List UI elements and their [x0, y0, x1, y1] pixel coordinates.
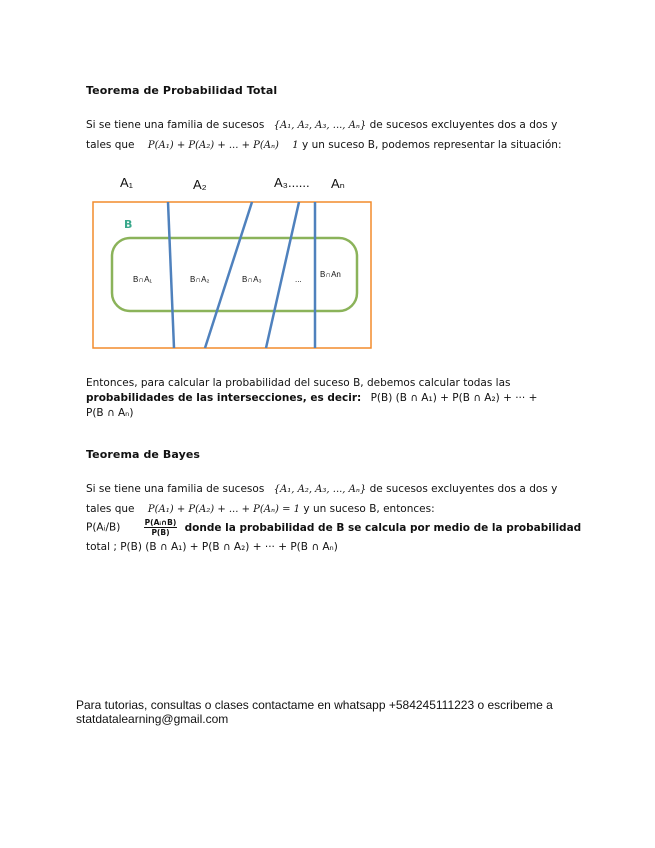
- cell-ellipsis: ...: [295, 275, 302, 284]
- cell-b-a2: B∩A₂: [190, 275, 210, 284]
- bayes-formula-line: [86, 518, 581, 537]
- bayes-fraction-denominator: P(B): [151, 528, 170, 537]
- cell-b-a1: B∩A₁: [133, 275, 153, 284]
- bayes-line1: [86, 483, 557, 495]
- bayes-line1-pre: Si se tiene una familia de sucesos: [86, 483, 265, 495]
- cell-b-a3: B∩A₃: [242, 275, 262, 284]
- venn-partition-diagram: [0, 0, 655, 400]
- bayes-post-text: donde la probabilidad de B se calcula por medio de la probabilidad: [184, 521, 582, 534]
- footer-contact-line1: Para tutorias, consultas o clases contactame en whatsapp +584245111223 o escribeme a: [76, 698, 553, 712]
- section-title-bayes: Teorema de Bayes: [86, 448, 201, 461]
- bayes-line2-post: y un suceso B, entonces:: [303, 503, 435, 515]
- total-prob-sum-equals: 1: [292, 140, 299, 151]
- total-prob-line1-pre: Si se tiene una familia de sucesos: [86, 119, 265, 131]
- bayes-sum-expr: P(A₁) + P(A₂) + ... + P(Aₙ) = 1: [147, 504, 301, 515]
- diagram-label-a2: A₂: [193, 177, 207, 192]
- conclusion-line2: [86, 392, 537, 404]
- diagram-label-a3: A₃......: [274, 175, 310, 190]
- conclusion-line1: Entonces, para calcular la probabilidad del suceso B, debemos calcular todas las: [86, 377, 511, 389]
- diagram-label-an: Aₙ: [331, 176, 345, 191]
- total-prob-family-set: {A₁, A₂, A₃, ..., Aₙ}: [273, 120, 367, 131]
- bayes-fraction-numerator: P(Aᵢ∩B): [144, 518, 177, 527]
- footer-contact-email[interactable]: statdatalearning@gmail.com: [76, 712, 229, 726]
- bayes-family-set: {A₁, A₂, A₃, ..., Aₙ}: [273, 484, 367, 495]
- total-prob-line2-pre: tales que: [86, 139, 135, 151]
- conclusion-line2-text: probabilidades de las intersecciones, es decir:: [86, 392, 362, 404]
- total-prob-line2-post: y un suceso B, podemos representar la situación:: [302, 139, 562, 151]
- total-prob-line1-post: de sucesos excluyentes dos a dos y: [369, 119, 558, 131]
- total-prob-formula-part2: P(B ∩ Aₙ): [86, 407, 134, 419]
- bayes-total-line: total ; P(B) (B ∩ A₁) + P(B ∩ A₂) + ··· + P(B ∩ Aₙ): [86, 541, 338, 553]
- partition-line-1: [168, 202, 174, 348]
- total-prob-sum-expr: P(A₁) + P(A₂) + ... + P(Aₙ): [147, 140, 279, 151]
- total-prob-formula-part1: P(B) (B ∩ A₁) + P(B ∩ A₂) + ··· +: [370, 392, 538, 404]
- event-b-label: B: [124, 218, 133, 231]
- bayes-line2: [86, 503, 435, 515]
- bayes-lhs: P(Aᵢ/B): [86, 521, 121, 534]
- bayes-fraction: [144, 518, 178, 537]
- cell-b-an: B∩An: [320, 270, 341, 279]
- diagram-label-a1: A₁: [120, 175, 134, 190]
- section-title-total-probability: Teorema de Probabilidad Total: [86, 84, 278, 97]
- bayes-line1-post: de sucesos excluyentes dos a dos y: [369, 483, 558, 495]
- bayes-line2-pre: tales que: [86, 503, 135, 515]
